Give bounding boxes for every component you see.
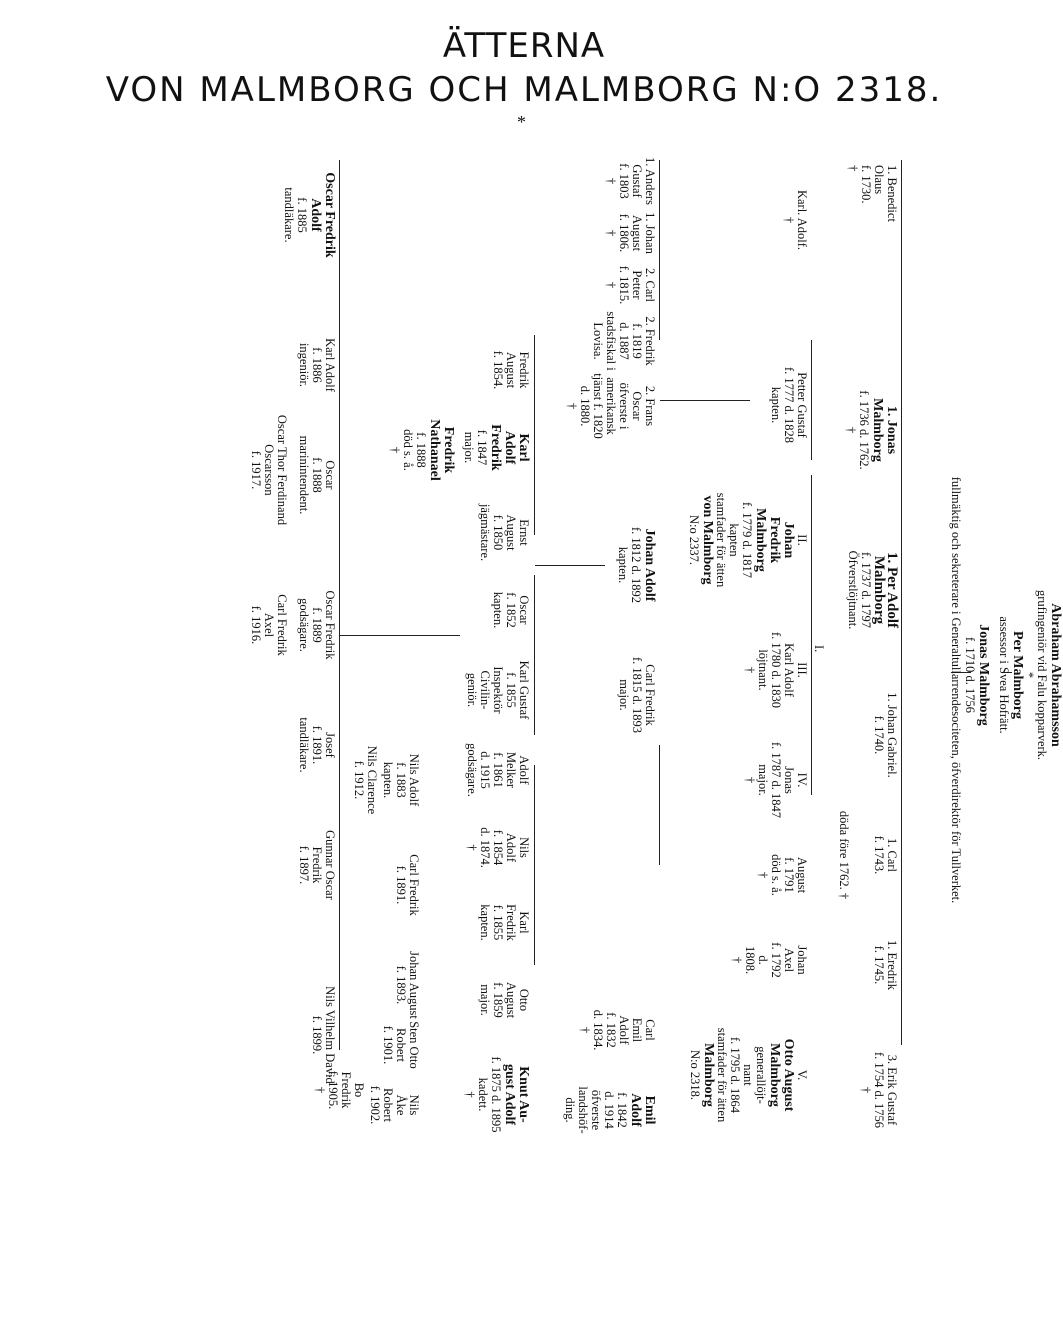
page-title-line2: VON MALMBORG OCH MALMBORG N:O 2318. [105, 70, 943, 110]
node-bo-fredrik: Bo Fredrik f. 1905. † [313, 1070, 366, 1110]
node-carl-fredrik-1891: Carl Fredrik f. 1891. [394, 854, 421, 916]
node-oscar-fredrik-1889: Oscar Fredrik f. 1889 godsägare. [297, 590, 337, 660]
node-josef: Josef f. 1891. tandläkare. [297, 717, 337, 773]
line-petter-children [660, 400, 750, 401]
bracket-per-adolf-children [811, 340, 812, 460]
node-benedict-olaus: 1. Benedict Olaus f. 1730. † [846, 165, 899, 222]
genealogy-tree [245, 145, 1063, 1160]
node-anders-gustaf: 1. Anders Gustaf f. 1803 † [604, 157, 657, 205]
node-otto-august-1859: Otto August f. 1859 major. [478, 981, 531, 1019]
node-otto-august-malmborg: V. Otto August Malmborg generallöjt- nant f. 1795 d. 1864 stamfader för ätten Malmborg N:o 2318. [688, 1027, 809, 1123]
node-emil-adolf: Emil Adolf f. 1842 d. 1914 öfverste landshöf- ding. [563, 1086, 657, 1134]
node-nils-adolf-1883: Nils Adolf f. 1883 kapten. [381, 753, 421, 807]
roman-numeral-i: I. [812, 645, 826, 653]
node-carl-fredrik: Carl Fredrik f. 1815 d. 1893 major. [617, 656, 657, 734]
node-fredrik-august: Fredrik August f. 1854. [491, 350, 531, 390]
node-gunnar-oscar-fredrik: Gunnar Oscar Fredrik f. 1897. [297, 830, 337, 900]
bracket-otto-august-children [659, 745, 660, 865]
node-oscar-1888: Oscar f. 1888 marinintendent. [297, 435, 337, 515]
node-nils-ake-robert: Nils Åke Robert f. 1902. [368, 1085, 421, 1125]
node-karl-adolf: Karl. Adolf. † [782, 189, 809, 251]
node-oscar-1852: Oscar f. 1852 kapten. [491, 591, 531, 629]
node-carl-fredrik-axel: Carl Fredrik Axel f. 1916. [249, 594, 289, 656]
line-gen6-oscar [340, 635, 460, 636]
node-karl-gustaf: Karl Gustaf f. 1855 Inspektör Civilin- geniör. [465, 660, 531, 720]
node-johan-august: 1. Johan August f. 1806. † [604, 212, 657, 254]
node-nils-clarence: Nils Clarence f. 1912. [352, 745, 379, 815]
node-karl-adolf-1780: III. Karl Adolf f. 1780 d. 1830 löjtnant. † [743, 631, 809, 709]
node-oscar-fredrik-adolf: Oscar Fredrik Adolf f. 1885 tandläkare. [282, 172, 337, 258]
bracket-emil-adolf-children [534, 765, 535, 965]
node-eredrik: 1. Eredrik f. 1745. [872, 940, 899, 990]
node-petter-gustaf: Petter Gustaf f. 1777 d. 1828 kapten. [769, 366, 809, 444]
node-knut-august-adolf: Knut Au- gust Adolf f. 1875 d. 1895 kadett. † [463, 1056, 531, 1133]
node-carl-emil-adolf: Carl Emil Adolf f. 1832 d. 1834. † [578, 1009, 657, 1051]
node-johan-axel: Johan Axel f. 1792 d. 1808. † [730, 942, 809, 978]
bracket-johan-adolf-children [534, 335, 535, 535]
node-sten-otto-robert: Sten Otto Robert f. 1901. [381, 1021, 421, 1069]
node-fredrik-nathanael: Fredrik Nathanael f. 1888 död s. å. † [388, 419, 456, 481]
gen2-death-note: döda före 1762. † [837, 810, 851, 900]
bracket-carl-children [811, 475, 812, 795]
node-karl-fredrik-1855: Karl Fredrik f. 1855 kapten. [478, 904, 531, 941]
node-ernst-august: Ernst August f. 1850 jägmästare. [478, 503, 531, 562]
node-johan-fredrik-malmborg: II. Johan Fredrik Malmborg f. 1779 d. 1817 kapten stamfader för ätten von Malmborg N:o 2337. [687, 492, 809, 588]
node-nils-adolf-1854: Nils Adolf f. 1854 d. 1874. † [465, 827, 531, 868]
node-karl-adolf-1886: Karl Adolf f. 1886 ingeniör. [297, 338, 337, 392]
node-karl-adolf-fredrik: Karl Adolf Fredrik f. 1847 major. [462, 424, 531, 471]
page-title-line1: ÄTTERNA [442, 26, 606, 66]
node-jonas-malmborg-1736: 1. Jonas Malmborg f. 1736 d. 1762. † [844, 390, 899, 470]
node-per-malmborg: Per Malmborg assessor i Svea Hofrätt. [997, 616, 1025, 734]
node-nils-vilhelm-david: Nils Vilhelm David f. 1899. [310, 986, 337, 1084]
bracket-carl-fredrik-children [534, 575, 535, 735]
node-august-1791: August f. 1791 död s. å. † [756, 854, 809, 896]
node-thor-ferdinand: Oscar Thor Ferdinand Oscarsson f. 1917. [249, 414, 289, 526]
line-johan-adolf-children [535, 565, 605, 566]
bracket-gen2 [901, 160, 902, 1045]
bracket-gen6 [339, 160, 340, 1050]
node-per-adolf-malmborg: 1. Per Adolf Malmborg f. 1737 d. 1797 Öfverstlöjtnant. [846, 550, 900, 630]
node-adolf-melker: Adolf Melker f. 1861 d. 1915 godsägare. [465, 743, 531, 797]
node-johan-gabriel: 1. Johan Gabriel. f. 1740. [872, 692, 899, 778]
jonas-title-line: fullmäktig och sekreterare i Generaltullarrendesociteten, öfverdirektör för Tullverket. [949, 476, 963, 904]
node-fredrik-1819: 2. Fredrik f. 1819 d. 1887 stadsfiskal i Lovisa. [591, 311, 657, 371]
node-carl-petter: 2. Carl Petter f. 1815. † [604, 265, 657, 305]
node-johan-august-1893: Johan August f. 1893. [394, 951, 421, 1019]
node-abraham-abrahamsson: Abraham Abrahamsson grufingeniör vid Falu kopparverk. * [1022, 589, 1063, 761]
node-erik-gustaf: 3. Erik Gustaf f. 1754 d. 1756 † [859, 1051, 899, 1129]
node-johan-adolf: Johan Adolf f. 1812 d. 1892 kapten. [616, 526, 657, 604]
node-jonas-1787: IV. Jonas f. 1787 d. 1847 major. † [743, 741, 809, 819]
ornament-asterisk: * [517, 112, 526, 132]
node-carl-1743: 1. Carl f. 1743. [872, 835, 899, 875]
node-frans-oscar: 2. Frans Oscar öfverste i amerikansk tjänst f. 1820 d. 1880. † [565, 373, 657, 439]
bracket-petter-children [659, 160, 660, 340]
node-jonas-malmborg: Jonas Malmborg f. 1710 d. 1756 [963, 624, 991, 726]
